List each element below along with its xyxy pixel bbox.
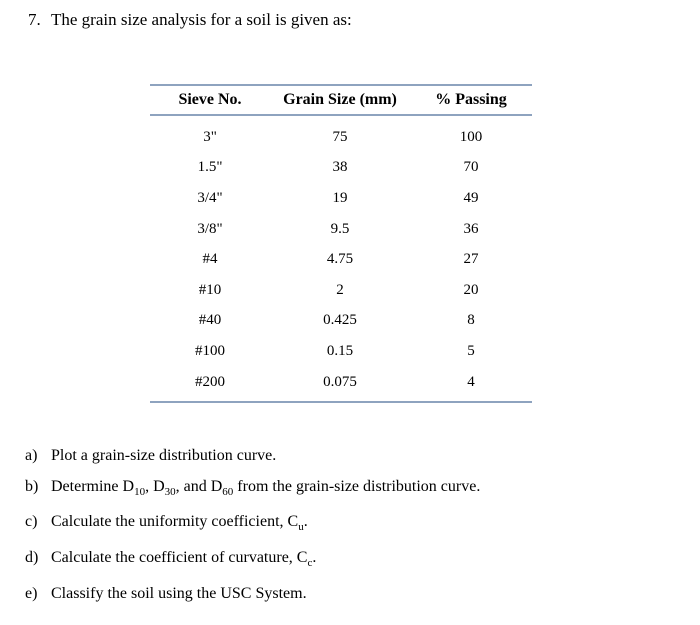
task-text: Plot a grain-size distribution curve. — [51, 447, 277, 464]
task-text-pre: Calculate the uniformity coefficient, C — [51, 513, 299, 531]
passing-cell: 70 — [463, 159, 479, 176]
passing-cell: 36 — [463, 220, 479, 237]
sieve-cell: 3/8" — [197, 220, 223, 237]
header-percent-passing: % Passing — [435, 91, 507, 108]
table-row — [150, 275, 532, 306]
task-letter: a) — [25, 447, 38, 464]
sieve-cell: 3" — [203, 128, 217, 145]
passing-cell: 27 — [463, 251, 479, 268]
task-list — [25, 441, 480, 609]
task-letter: d) — [25, 548, 39, 566]
grain-size-cell: 19 — [332, 189, 348, 206]
grain-size-cell: 4.75 — [326, 251, 354, 268]
task-text-mid: , D — [145, 477, 165, 495]
passing-cell: 4 — [467, 373, 475, 390]
subscript: 10 — [134, 485, 146, 498]
grain-size-cell: 0.075 — [323, 373, 357, 390]
task-text-post: . — [312, 548, 317, 566]
table-header-row — [150, 86, 532, 114]
task-letter: b) — [25, 477, 39, 495]
grain-size-cell: 38 — [332, 159, 348, 176]
table-row — [150, 116, 532, 153]
grain-size-table — [150, 84, 532, 403]
task-item-c — [25, 507, 480, 543]
task-text-post: from the grain-size distribution curve. — [233, 477, 481, 495]
table-row — [150, 244, 532, 275]
subscript: c — [307, 557, 313, 570]
passing-cell: 8 — [467, 312, 475, 329]
question-number: 7. — [28, 10, 41, 29]
table-row — [150, 214, 532, 245]
table-row — [150, 336, 532, 367]
grain-size-cell: 75 — [332, 128, 348, 145]
task-text-pre: Determine D — [51, 477, 135, 495]
sieve-cell: #100 — [195, 342, 225, 359]
task-text: Classify the soil using the USC System. — [51, 584, 307, 602]
subscript: 60 — [222, 485, 234, 498]
task-text-mid: , and D — [175, 477, 223, 495]
task-letter: e) — [25, 584, 38, 602]
question-text: The grain size analysis for a soil is given as: — [51, 10, 352, 29]
subscript: u — [298, 521, 304, 534]
subscript: 30 — [164, 485, 176, 498]
task-item-a — [25, 441, 480, 472]
passing-cell: 5 — [467, 342, 475, 359]
sieve-cell: 1.5" — [197, 159, 223, 176]
sieve-cell: #4 — [202, 251, 218, 268]
task-item-b — [25, 472, 480, 508]
grain-size-cell: 2 — [336, 281, 344, 298]
sieve-cell: #200 — [195, 373, 225, 390]
task-item-d — [25, 543, 480, 579]
task-text-post: . — [303, 513, 308, 531]
question-heading — [28, 10, 352, 30]
sieve-cell: #10 — [198, 281, 222, 298]
sieve-cell: 3/4" — [197, 189, 223, 206]
sieve-cell: #40 — [198, 312, 222, 329]
task-item-e — [25, 579, 480, 610]
table-row — [150, 183, 532, 214]
grain-size-cell: 0.15 — [326, 342, 354, 359]
header-grain-size: Grain Size (mm) — [283, 91, 397, 108]
task-text-pre: Calculate the coefficient of curvature, C — [51, 548, 308, 566]
grain-size-cell: 9.5 — [330, 220, 350, 237]
table-bottom-rule — [150, 401, 532, 403]
task-letter: c) — [25, 513, 38, 531]
table-row — [150, 367, 532, 398]
grain-size-cell: 0.425 — [323, 312, 357, 329]
table-row — [150, 306, 532, 337]
passing-cell: 100 — [459, 128, 483, 145]
table-row — [150, 153, 532, 184]
passing-cell: 20 — [463, 281, 479, 298]
header-sieve-no: Sieve No. — [178, 91, 242, 108]
passing-cell: 49 — [463, 189, 479, 206]
